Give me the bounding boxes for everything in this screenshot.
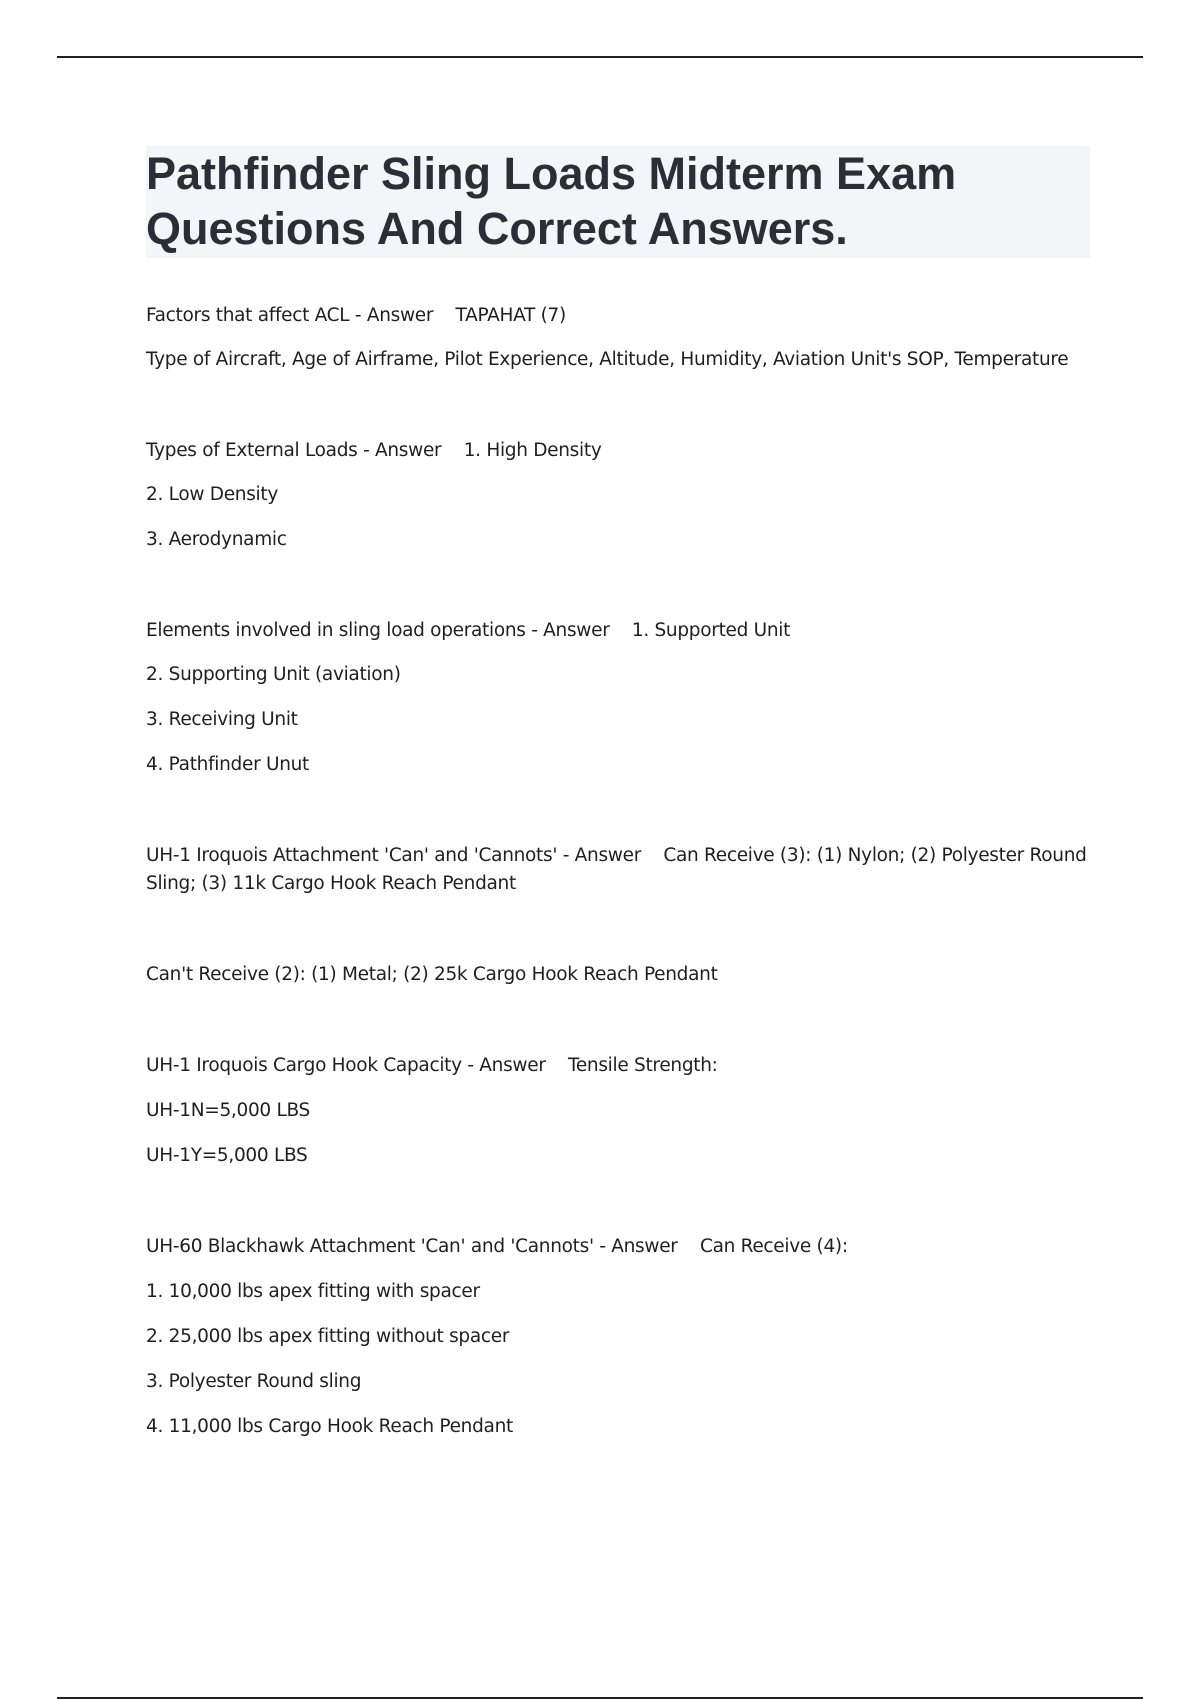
answer-line: UH-1N=5,000 LBS — [146, 1100, 310, 1121]
question-text: UH-1 Iroquois Attachment 'Can' and 'Cannots' — [146, 845, 558, 866]
top-divider — [57, 56, 1143, 58]
answer-line: UH-1Y=5,000 LBS — [146, 1145, 308, 1166]
answer-separator: - Answer — [557, 845, 647, 866]
question-text: Types of External Loads — [146, 440, 358, 461]
question-line — [146, 1052, 1090, 1080]
question-line — [146, 437, 1090, 465]
answer-line: 2. 25,000 lbs apex fitting without spacer — [146, 1326, 510, 1347]
answer-text: Can Receive (3): (1) Nylon; (2) Polyester Round Sling; (3) 11k Cargo Hook Reach Pendant — [146, 845, 1093, 894]
answer-text: Can Receive (4): — [699, 1236, 848, 1257]
answer-line: 4. 11,000 lbs Cargo Hook Reach Pendant — [146, 1416, 513, 1437]
qa-item — [146, 1052, 1090, 1170]
answer-line: 1. 10,000 lbs apex fitting with spacer — [146, 1281, 480, 1302]
title-box — [146, 146, 1090, 258]
answer-line: 3. Polyester Round sling — [146, 1371, 362, 1392]
answer-line: 3. Aerodynamic — [146, 529, 287, 550]
answer-line — [146, 915, 1090, 943]
page-title: Pathfinder Sling Loads Midterm Exam Questions And Correct Answers. — [146, 148, 957, 254]
question-text: Factors that affect ACL — [146, 305, 350, 326]
qa-item — [146, 842, 1093, 989]
answer-line: 2. Low Density — [146, 484, 278, 505]
answer-text: Tensile Strength: — [567, 1055, 718, 1076]
question-line — [146, 1233, 1090, 1261]
qa-item — [146, 437, 1090, 554]
bottom-divider — [57, 1697, 1143, 1699]
answer-text: 1. Supported Unit — [631, 620, 791, 641]
answer-text: TAPAHAT (7) — [455, 305, 566, 326]
qa-item — [146, 1233, 1090, 1441]
question-text: Elements involved in sling load operations — [146, 620, 526, 641]
answer-separator: - Answer — [593, 1236, 684, 1257]
question-line — [146, 842, 1093, 898]
qa-item — [146, 302, 1090, 374]
answer-separator: - Answer — [461, 1055, 552, 1076]
document-body — [146, 146, 1093, 1441]
question-line — [146, 302, 1090, 330]
answer-text: 1. High Density — [463, 440, 602, 461]
question-text: UH-1 Iroquois Cargo Hook Capacity — [146, 1055, 462, 1076]
answer-line: Can't Receive (2): (1) Metal; (2) 25k Cargo Hook Reach Pendant — [146, 964, 718, 985]
answer-line: 4. Pathfinder Unut — [146, 754, 310, 775]
qa-list — [146, 302, 1093, 1441]
question-line — [146, 617, 1090, 645]
answer-separator: - Answer — [349, 305, 439, 326]
answer-line: 3. Receiving Unit — [146, 709, 298, 730]
answer-line: 2. Supporting Unit (aviation) — [146, 664, 401, 685]
answer-separator: - Answer — [525, 620, 616, 641]
qa-item — [146, 617, 1090, 779]
question-text: UH-60 Blackhawk Attachment 'Can' and 'Cannots' — [146, 1236, 594, 1257]
answer-separator: - Answer — [357, 440, 447, 461]
answer-line: Type of Aircraft, Age of Airframe, Pilot Experience, Altitude, Humidity, Aviation Unit's SOP, Temperature — [146, 349, 1069, 370]
